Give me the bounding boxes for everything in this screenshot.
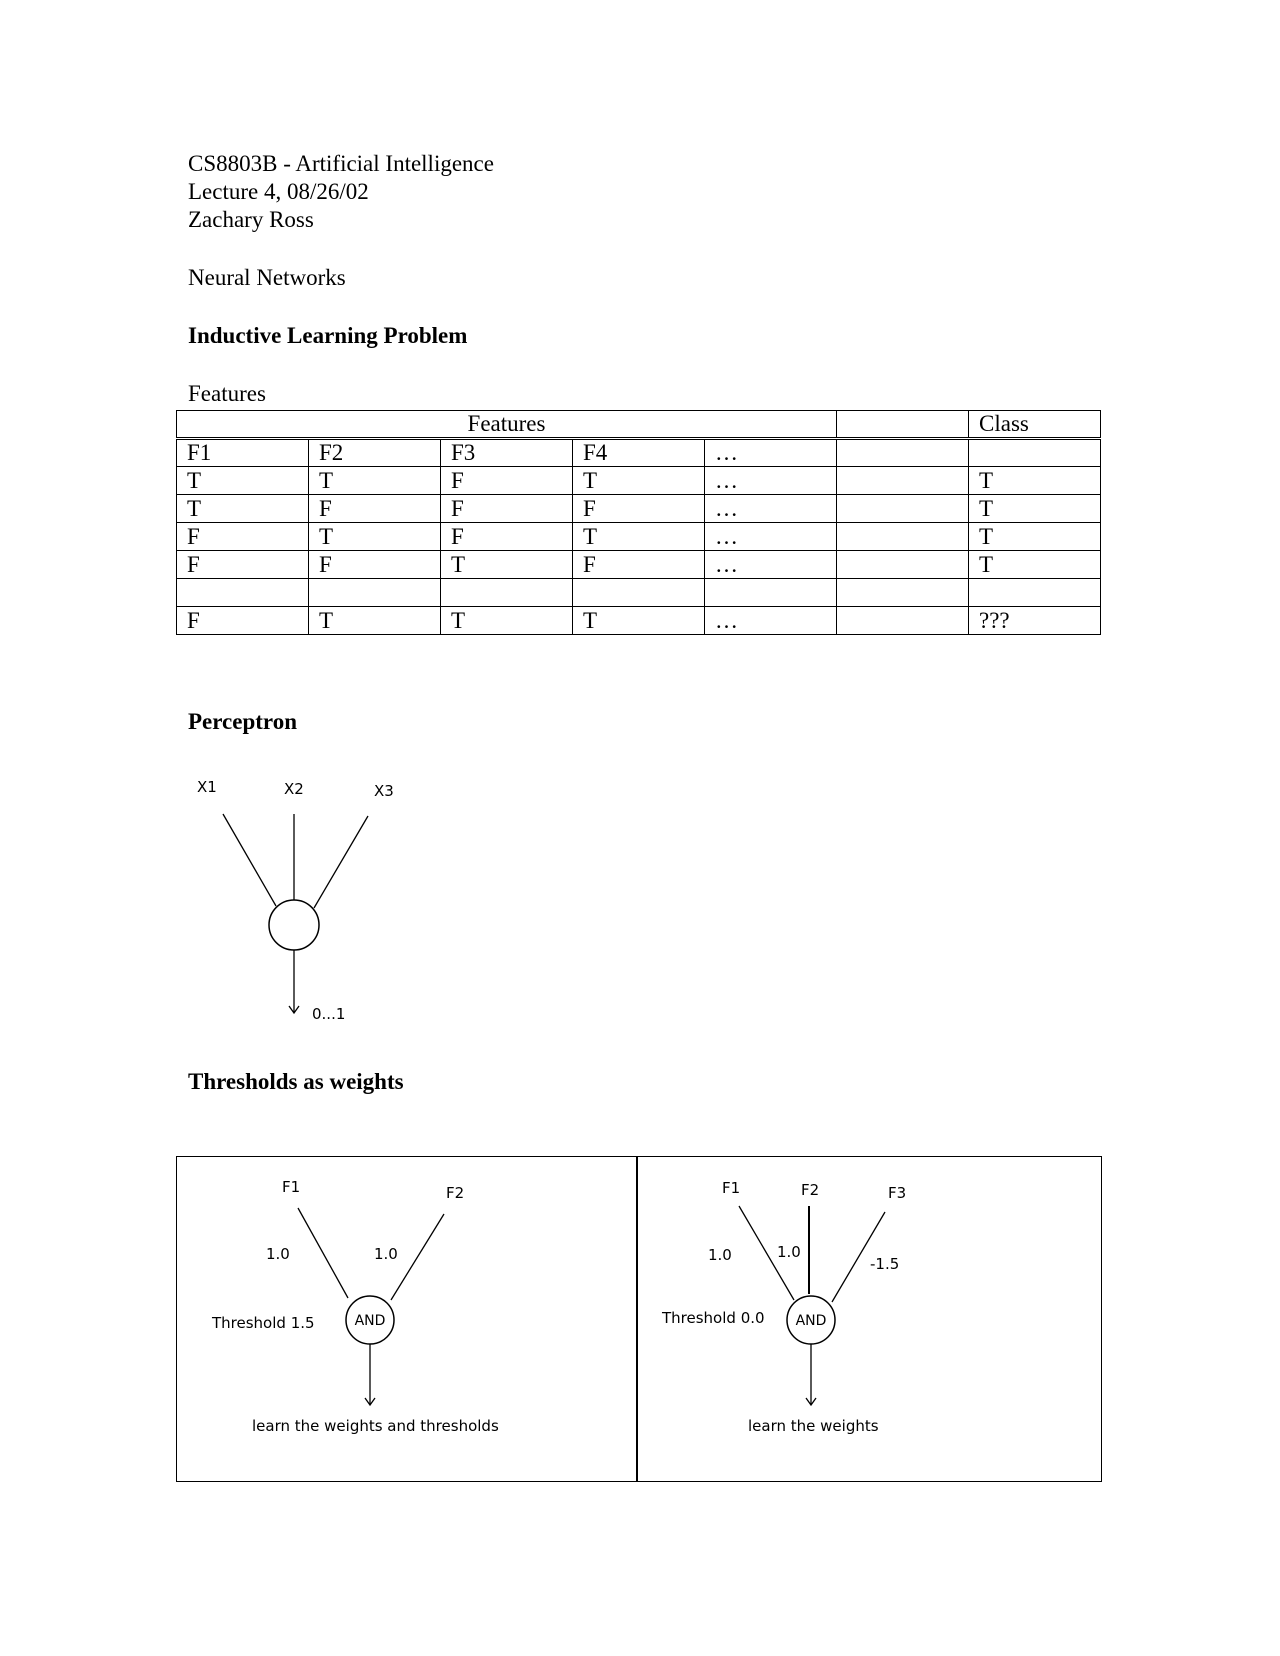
table-cell — [705, 579, 837, 607]
topic-title: Neural Networks — [188, 265, 346, 290]
table-cell: T — [309, 607, 441, 635]
table-cell: T — [969, 551, 1101, 579]
input-label: F3 — [888, 1184, 907, 1202]
table-cell: T — [177, 495, 309, 523]
table-cell: F — [573, 495, 705, 523]
table-header-blank — [837, 411, 969, 439]
table-cell: F4 — [573, 439, 705, 467]
table-cell: F — [309, 495, 441, 523]
table-cell: … — [705, 607, 837, 635]
thresholds-heading: Thresholds as weights — [188, 1069, 404, 1094]
table-cell: F — [573, 551, 705, 579]
features-label: Features — [188, 381, 266, 406]
input-label: X1 — [197, 778, 217, 796]
table-cell — [837, 523, 969, 551]
table-cell: F — [177, 523, 309, 551]
weight-label: 1.0 — [708, 1246, 732, 1264]
perceptron-heading: Perceptron — [188, 709, 298, 734]
table-row — [177, 579, 1101, 607]
table-cell: F — [309, 551, 441, 579]
table-cell: T — [573, 523, 705, 551]
table-cell: F — [177, 607, 309, 635]
table-cell: … — [705, 439, 837, 467]
table-cell: … — [705, 495, 837, 523]
table-cell: T — [309, 467, 441, 495]
diagram-caption: learn the weights and thresholds — [252, 1417, 499, 1435]
feature-table — [176, 410, 1101, 635]
input-label: F2 — [446, 1184, 465, 1202]
table-cell — [309, 579, 441, 607]
input-label: F2 — [801, 1181, 820, 1199]
input-label: F1 — [722, 1179, 741, 1197]
table-header-row — [177, 411, 1101, 439]
table-cell — [837, 439, 969, 467]
table-cell: F1 — [177, 439, 309, 467]
neuron-node — [269, 900, 319, 950]
weight-label: 1.0 — [777, 1243, 801, 1261]
table-cell: F3 — [441, 439, 573, 467]
weight-label: 1.0 — [266, 1245, 290, 1263]
table-cell — [837, 495, 969, 523]
table-cell: F2 — [309, 439, 441, 467]
table-cell: T — [969, 495, 1101, 523]
output-label: 0...1 — [312, 1005, 346, 1023]
table-cell — [837, 467, 969, 495]
diagram-caption: learn the weights — [748, 1417, 879, 1435]
table-cell: … — [705, 551, 837, 579]
input-edge — [298, 1208, 348, 1298]
table-cell: … — [705, 467, 837, 495]
table-cell — [441, 579, 573, 607]
table-cell: T — [441, 607, 573, 635]
table-cell — [969, 579, 1101, 607]
input-label: F1 — [282, 1178, 301, 1196]
table-row — [177, 495, 1101, 523]
weight-label: -1.5 — [870, 1255, 900, 1273]
and-weights-diagram — [636, 1156, 1102, 1482]
table-cell: … — [705, 523, 837, 551]
author-name: Zachary Ross — [188, 207, 314, 232]
class-header: Class — [969, 411, 1101, 439]
inductive-heading: Inductive Learning Problem — [188, 323, 468, 348]
threshold-label: Threshold 0.0 — [662, 1309, 765, 1327]
table-cell: T — [309, 523, 441, 551]
table-cell: T — [441, 551, 573, 579]
features-group-header: Features — [177, 411, 837, 439]
table-cell: T — [969, 523, 1101, 551]
node-label: AND — [354, 1313, 386, 1329]
lecture-info: Lecture 4, 08/26/02 — [188, 179, 369, 204]
table-cell: F — [177, 551, 309, 579]
node-label: AND — [795, 1313, 827, 1329]
table-cell: T — [573, 607, 705, 635]
threshold-label: Threshold 1.5 — [212, 1314, 315, 1332]
table-cell — [837, 607, 969, 635]
table-cell — [573, 579, 705, 607]
table-row — [177, 523, 1101, 551]
course-title: CS8803B - Artificial Intelligence — [188, 151, 494, 176]
table-row — [177, 607, 1101, 635]
input-edge — [223, 814, 276, 906]
table-cell — [177, 579, 309, 607]
input-edge — [314, 816, 368, 908]
table-cell: T — [573, 467, 705, 495]
table-cell: F — [441, 467, 573, 495]
table-cell: F — [441, 523, 573, 551]
input-label: X2 — [284, 780, 304, 798]
table-cell: T — [969, 467, 1101, 495]
table-row — [177, 467, 1101, 495]
perceptron-diagram — [185, 770, 425, 1030]
input-label: X3 — [374, 782, 394, 800]
input-edge — [391, 1214, 444, 1300]
table-cell — [837, 579, 969, 607]
table-column-row — [177, 439, 1101, 467]
table-cell — [969, 439, 1101, 467]
table-row — [177, 551, 1101, 579]
table-cell: ??? — [969, 607, 1101, 635]
table-cell: F — [441, 495, 573, 523]
and-threshold-diagram — [176, 1156, 638, 1482]
table-cell — [837, 551, 969, 579]
weight-label: 1.0 — [374, 1245, 398, 1263]
table-cell: T — [177, 467, 309, 495]
